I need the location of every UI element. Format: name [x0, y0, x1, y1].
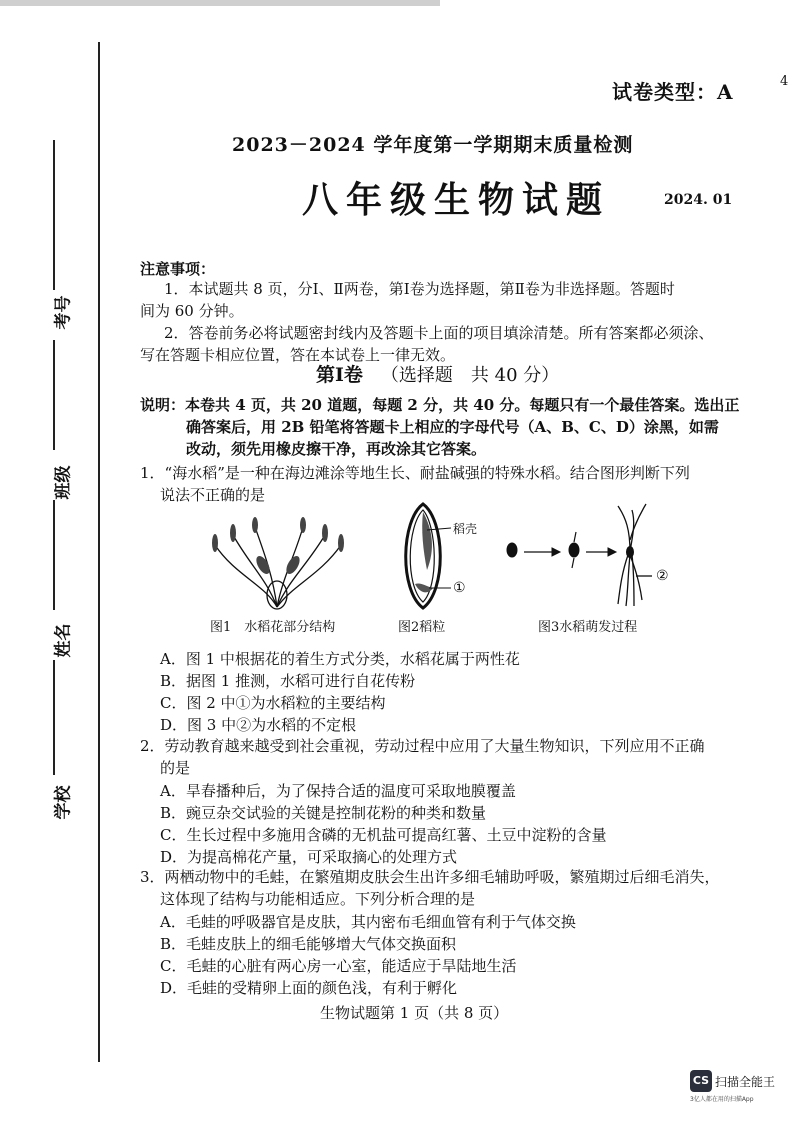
- exam-title: 八年级生物试题: [302, 179, 611, 221]
- fig2-caption: 图2稻粒: [398, 620, 446, 635]
- q2-option-d: D．为提高棉花产量，可采取摘心的处理方式: [160, 848, 458, 866]
- q1-stem-line2: 说法不正确的是: [160, 486, 266, 504]
- q1-option-c: C．图 2 中①为水稻粒的主要结构: [160, 694, 386, 712]
- section-title: 第Ⅰ卷: [316, 364, 363, 386]
- notes-item2-line2: 写在答题卡相应位置，答在本试卷上一律无效。: [140, 346, 456, 364]
- q3-option-c: C．毛蛙的心脏有两心房一心室，能适应于旱陆地生活: [160, 957, 517, 975]
- fig1-rice-flower-diagram: [205, 515, 350, 615]
- section-desc-line2: 确答案后，用 2B 铅笔将答题卡上相应的字母代号（A、B、C、D）涂黑，如需: [186, 418, 719, 436]
- q3-stem-line2: 这体现了结构与功能相适应。下列分析合理的是: [160, 890, 476, 908]
- q1-option-a: A．图 1 中根据花的着生方式分类，水稻花属于两性花: [160, 650, 520, 668]
- notes-item2-line1: 2．答卷前务必将试题密封线内及答题卡上面的项目填涂清楚。所有答案都必须涂、: [164, 324, 714, 342]
- q2-stem-line1: 2．劳动教育越来越受到社会重视，劳动过程中应用了大量生物知识，下列应用不正确: [140, 737, 705, 755]
- q2-stem-line2: 的是: [160, 759, 191, 777]
- section-heading: [316, 360, 559, 387]
- binding-line: [98, 42, 100, 1062]
- fig2-husk-label: 稻壳: [453, 522, 478, 536]
- fig3-label-2: ②: [656, 568, 669, 584]
- exam-subtitle: 2023－2024 学年度第一学期期末质量检测: [232, 134, 634, 156]
- section-desc-line1: 说明：本卷共 4 页，共 20 道题，每题 2 分，共 40 分。每题只有一个最佳答案。选出正: [140, 396, 740, 414]
- fig2-rice-grain-diagram: [393, 500, 453, 612]
- exam-number-label: 考号: [53, 295, 74, 330]
- name-label: 姓名: [53, 623, 74, 658]
- school-label: 学校: [53, 785, 74, 820]
- q3-option-d: D．毛蛙的受精卵上面的颜色浅，有利于孵化: [160, 979, 458, 997]
- notes-item1-line2: 间为 60 分钟。: [140, 302, 244, 320]
- fig3-caption: 图3水稻萌发过程: [538, 620, 638, 635]
- scanner-watermark: [690, 1070, 790, 1103]
- scanner-logo-icon: CS: [690, 1070, 712, 1092]
- notes-heading: 注意事项：: [140, 260, 216, 278]
- q1-option-b: B．据图 1 推测，水稻可进行自花传粉: [160, 672, 416, 690]
- paper-type: 试卷类型：A: [612, 80, 734, 104]
- page-number: 4: [780, 74, 789, 89]
- section-desc-line3: 改动，须先用橡皮擦干净，再改涂其它答案。: [186, 440, 487, 458]
- page-footer: 生物试题第 1 页（共 8 页）: [320, 1004, 509, 1022]
- q2-option-b: B．豌豆杂交试验的关键是控制花粉的种类和数量: [160, 804, 487, 822]
- fig2-label-1: ①: [453, 580, 466, 596]
- exam-date: 2024. 01: [664, 192, 733, 208]
- q2-option-c: C．生长过程中多施用含磷的无机盐可提高红薯、土豆中淀粉的含量: [160, 826, 607, 844]
- scanner-tagline: 3亿人都在用的扫描App: [690, 1096, 754, 1103]
- q2-option-a: A．旱春播种后，为了保持合适的温度可采取地膜覆盖: [160, 782, 516, 800]
- q1-stem-line1: 1．“海水稻”是一种在海边滩涂等地生长、耐盐碱强的特殊水稻。结合图形判断下列: [140, 464, 690, 482]
- q1-option-d: D．图 3 中②为水稻的不定根: [160, 716, 357, 734]
- q3-stem-line1: 3．两栖动物中的毛蛙，在繁殖期皮肤会生出许多细毛辅助呼吸，繁殖期过后细毛消失，: [140, 868, 720, 886]
- fig3-germination-diagram: [500, 500, 660, 610]
- top-scan-edge: [0, 0, 440, 6]
- scanner-name: 扫描全能王: [715, 1074, 776, 1089]
- notes-item1-line1: 1．本试题共 8 页，分Ⅰ、Ⅱ两卷，第Ⅰ卷为选择题，第Ⅱ卷为非选择题。答题时: [164, 280, 675, 298]
- fig1-caption: 图1 水稻花部分结构: [210, 620, 336, 635]
- section-subtitle: （选择题 共 40 分）: [380, 365, 560, 386]
- class-label: 班级: [53, 465, 74, 500]
- q3-option-b: B．毛蛙皮肤上的细毛能够增大气体交换面积: [160, 935, 457, 953]
- q3-option-a: A．毛蛙的呼吸器官是皮肤，其内密布毛细血管有利于气体交换: [160, 913, 576, 931]
